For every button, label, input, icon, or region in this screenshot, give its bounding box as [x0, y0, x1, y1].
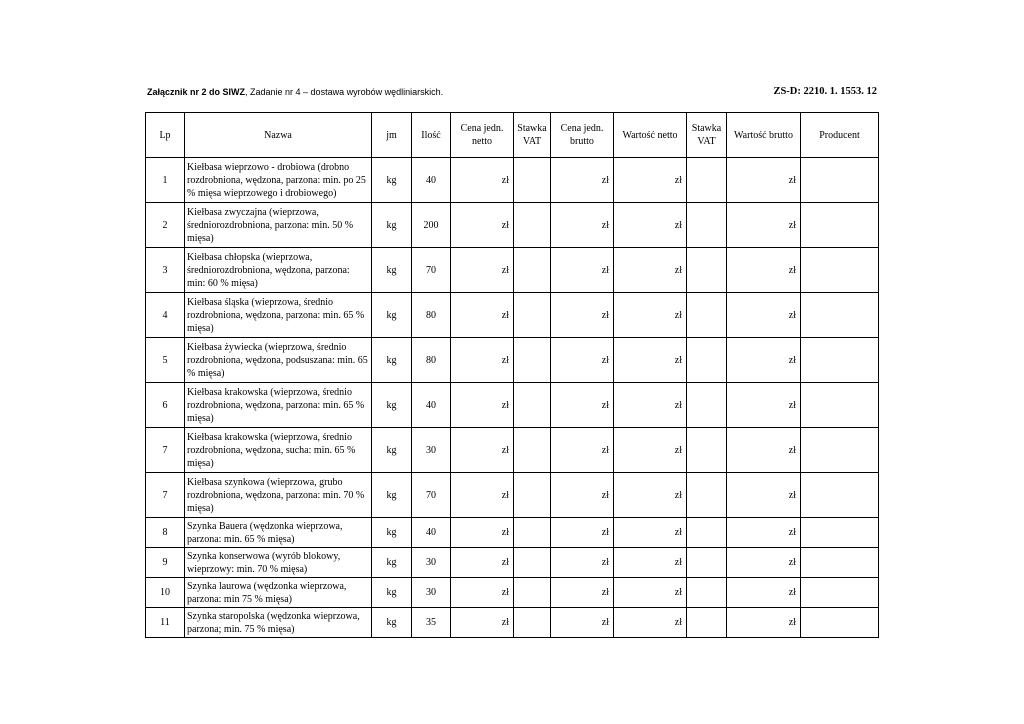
- table-row: [146, 383, 879, 428]
- cell-stawka-vat: [514, 293, 551, 338]
- cell-jm: kg: [372, 383, 412, 428]
- cell-jm: kg: [372, 518, 412, 548]
- cell-cena-brutto: zł: [551, 608, 614, 638]
- cell-stawka-vat: [514, 578, 551, 608]
- attachment-subject: , Zadanie nr 4 – dostawa wyrobów wędliniarskich.: [245, 87, 444, 97]
- cell-producent: [801, 383, 879, 428]
- cell-producent: [801, 428, 879, 473]
- cell-ilosc: 35: [412, 608, 451, 638]
- cell-stawka-vat-2: [687, 293, 727, 338]
- cell-jm: kg: [372, 548, 412, 578]
- cell-nazwa: Kiełbasa żywiecka (wieprzowa, średnio rozdrobniona, wędzona, podsuszana: min. 65 % mięsa): [185, 338, 372, 383]
- cell-producent: [801, 608, 879, 638]
- cell-ilosc: 40: [412, 383, 451, 428]
- cell-cena-netto: zł: [451, 293, 514, 338]
- cell-cena-netto: zł: [451, 248, 514, 293]
- table-row: [146, 473, 879, 518]
- cell-wartosc-netto: zł: [614, 578, 687, 608]
- cell-cena-netto: zł: [451, 473, 514, 518]
- cell-lp: 2: [146, 203, 185, 248]
- cell-nazwa: Kiełbasa krakowska (wieprzowa, średnio rozdrobniona, wędzona, parzona: min. 65 % mięsa): [185, 383, 372, 428]
- cell-ilosc: 70: [412, 248, 451, 293]
- cell-cena-brutto: zł: [551, 383, 614, 428]
- cell-wartosc-netto: zł: [614, 293, 687, 338]
- cell-ilosc: 40: [412, 158, 451, 203]
- cell-ilosc: 200: [412, 203, 451, 248]
- cell-ilosc: 40: [412, 518, 451, 548]
- cell-wartosc-brutto: zł: [727, 203, 801, 248]
- col-header-stawka-vat-2: Stawka VAT: [687, 113, 727, 158]
- cell-stawka-vat-2: [687, 578, 727, 608]
- cell-stawka-vat: [514, 608, 551, 638]
- cell-lp: 1: [146, 158, 185, 203]
- col-header-producent: Producent: [801, 113, 879, 158]
- cell-lp: 7: [146, 473, 185, 518]
- cell-wartosc-netto: zł: [614, 548, 687, 578]
- cell-stawka-vat: [514, 548, 551, 578]
- cell-nazwa: Kiełbasa krakowska (wieprzowa, średnio rozdrobniona, wędzona, sucha: min. 65 % mięsa): [185, 428, 372, 473]
- cell-ilosc: 80: [412, 293, 451, 338]
- cell-stawka-vat-2: [687, 248, 727, 293]
- cell-wartosc-netto: zł: [614, 428, 687, 473]
- col-header-nazwa: Nazwa: [185, 113, 372, 158]
- reference-number: ZS-D: 2210. 1. 1553. 12: [773, 86, 877, 97]
- cell-stawka-vat: [514, 518, 551, 548]
- cell-wartosc-netto: zł: [614, 608, 687, 638]
- cell-jm: kg: [372, 158, 412, 203]
- cell-producent: [801, 548, 879, 578]
- cell-jm: kg: [372, 293, 412, 338]
- cell-lp: 9: [146, 548, 185, 578]
- cell-stawka-vat: [514, 203, 551, 248]
- col-header-jm: jm: [372, 113, 412, 158]
- cell-jm: kg: [372, 203, 412, 248]
- table-row: [146, 203, 879, 248]
- cell-stawka-vat-2: [687, 608, 727, 638]
- cell-nazwa: Szynka Bauera (wędzonka wieprzowa, parzona: min. 65 % mięsa): [185, 518, 372, 548]
- attachment-number: Załącznik nr 2 do SIWZ: [147, 87, 246, 97]
- table-row: [146, 518, 879, 548]
- col-header-lp: Lp: [146, 113, 185, 158]
- table-row: [146, 428, 879, 473]
- cell-jm: kg: [372, 473, 412, 518]
- cell-ilosc: 70: [412, 473, 451, 518]
- cell-wartosc-netto: zł: [614, 338, 687, 383]
- cell-cena-brutto: zł: [551, 248, 614, 293]
- table-row: [146, 548, 879, 578]
- cell-wartosc-netto: zł: [614, 383, 687, 428]
- col-header-wartosc-netto: Wartość netto: [614, 113, 687, 158]
- cell-cena-brutto: zł: [551, 158, 614, 203]
- cell-wartosc-netto: zł: [614, 518, 687, 548]
- cell-stawka-vat-2: [687, 428, 727, 473]
- cell-jm: kg: [372, 428, 412, 473]
- cell-stawka-vat-2: [687, 383, 727, 428]
- cell-wartosc-brutto: zł: [727, 158, 801, 203]
- cell-producent: [801, 578, 879, 608]
- cell-ilosc: 80: [412, 338, 451, 383]
- cell-lp: 11: [146, 608, 185, 638]
- cell-lp: 7: [146, 428, 185, 473]
- cell-cena-netto: zł: [451, 428, 514, 473]
- cell-wartosc-brutto: zł: [727, 248, 801, 293]
- cell-stawka-vat: [514, 158, 551, 203]
- document-header: [147, 87, 877, 101]
- cell-lp: 10: [146, 578, 185, 608]
- col-header-cena-brutto: Cena jedn. brutto: [551, 113, 614, 158]
- cell-cena-netto: zł: [451, 158, 514, 203]
- cell-wartosc-netto: zł: [614, 158, 687, 203]
- cell-cena-netto: zł: [451, 548, 514, 578]
- cell-cena-brutto: zł: [551, 293, 614, 338]
- cell-ilosc: 30: [412, 548, 451, 578]
- cell-nazwa: Szynka staropolska (wędzonka wieprzowa, parzona; min. 75 % mięsa): [185, 608, 372, 638]
- cell-ilosc: 30: [412, 578, 451, 608]
- table-body: [146, 158, 879, 638]
- cell-stawka-vat-2: [687, 203, 727, 248]
- cell-jm: kg: [372, 338, 412, 383]
- col-header-cena-netto: Cena jedn. netto: [451, 113, 514, 158]
- cell-producent: [801, 293, 879, 338]
- cell-cena-netto: zł: [451, 518, 514, 548]
- cell-cena-brutto: zł: [551, 518, 614, 548]
- cell-stawka-vat-2: [687, 518, 727, 548]
- cell-cena-brutto: zł: [551, 578, 614, 608]
- cell-wartosc-brutto: zł: [727, 428, 801, 473]
- cell-nazwa: Kiełbasa śląska (wieprzowa, średnio rozdrobniona, wędzona, parzona: min. 65 % mięsa): [185, 293, 372, 338]
- table-row: [146, 248, 879, 293]
- cell-producent: [801, 338, 879, 383]
- cell-producent: [801, 248, 879, 293]
- cell-wartosc-brutto: zł: [727, 473, 801, 518]
- cell-stawka-vat: [514, 428, 551, 473]
- cell-wartosc-netto: zł: [614, 473, 687, 518]
- cell-wartosc-netto: zł: [614, 248, 687, 293]
- cell-stawka-vat-2: [687, 548, 727, 578]
- cell-lp: 3: [146, 248, 185, 293]
- cell-cena-brutto: zł: [551, 473, 614, 518]
- cell-producent: [801, 158, 879, 203]
- cell-wartosc-brutto: zł: [727, 548, 801, 578]
- cell-producent: [801, 473, 879, 518]
- cell-stawka-vat: [514, 248, 551, 293]
- cell-wartosc-brutto: zł: [727, 608, 801, 638]
- cell-nazwa: Kiełbasa szynkowa (wieprzowa, grubo rozdrobniona, wędzona, parzona: min. 70 % mięsa): [185, 473, 372, 518]
- cell-nazwa: Szynka konserwowa (wyrób blokowy, wieprzowy: min. 70 % mięsa): [185, 548, 372, 578]
- table-row: [146, 293, 879, 338]
- cell-lp: 4: [146, 293, 185, 338]
- cell-stawka-vat: [514, 473, 551, 518]
- cell-stawka-vat-2: [687, 338, 727, 383]
- cell-nazwa: Szynka laurowa (wędzonka wieprzowa, parzona: min 75 % mięsa): [185, 578, 372, 608]
- cell-cena-netto: zł: [451, 338, 514, 383]
- cell-stawka-vat: [514, 383, 551, 428]
- attachment-title: [147, 87, 443, 97]
- cell-jm: kg: [372, 608, 412, 638]
- cell-lp: 6: [146, 383, 185, 428]
- cell-producent: [801, 518, 879, 548]
- col-header-stawka-vat: Stawka VAT: [514, 113, 551, 158]
- cell-producent: [801, 203, 879, 248]
- cell-wartosc-brutto: zł: [727, 518, 801, 548]
- col-header-ilosc: Ilość: [412, 113, 451, 158]
- cell-cena-brutto: zł: [551, 338, 614, 383]
- cell-jm: kg: [372, 578, 412, 608]
- cell-cena-brutto: zł: [551, 203, 614, 248]
- table-row: [146, 608, 879, 638]
- table-row: [146, 338, 879, 383]
- cell-cena-brutto: zł: [551, 428, 614, 473]
- cell-jm: kg: [372, 248, 412, 293]
- table-row: [146, 158, 879, 203]
- cell-cena-netto: zł: [451, 608, 514, 638]
- cell-lp: 5: [146, 338, 185, 383]
- cell-wartosc-brutto: zł: [727, 293, 801, 338]
- cell-nazwa: Kiełbasa wieprzowo - drobiowa (drobno rozdrobniona, wędzona, parzona: min. po 25 % mięsa wieprzowego i drobiowego): [185, 158, 372, 203]
- cell-nazwa: Kiełbasa zwyczajna (wieprzowa, średniorozdrobniona, parzona: min. 50 % mięsa): [185, 203, 372, 248]
- cell-nazwa: Kiełbasa chłopska (wieprzowa, średniorozdrobniona, wędzona, parzona: min: 60 % mięsa): [185, 248, 372, 293]
- cell-lp: 8: [146, 518, 185, 548]
- cell-stawka-vat-2: [687, 473, 727, 518]
- cell-cena-netto: zł: [451, 203, 514, 248]
- cell-stawka-vat: [514, 338, 551, 383]
- cell-wartosc-netto: zł: [614, 203, 687, 248]
- table-header-row: [146, 113, 879, 158]
- cell-wartosc-brutto: zł: [727, 578, 801, 608]
- cell-cena-netto: zł: [451, 383, 514, 428]
- cell-wartosc-brutto: zł: [727, 383, 801, 428]
- cell-cena-netto: zł: [451, 578, 514, 608]
- cell-ilosc: 30: [412, 428, 451, 473]
- price-table: [145, 112, 879, 638]
- cell-wartosc-brutto: zł: [727, 338, 801, 383]
- col-header-wartosc-brutto: Wartość brutto: [727, 113, 801, 158]
- table-row: [146, 578, 879, 608]
- cell-cena-brutto: zł: [551, 548, 614, 578]
- cell-stawka-vat-2: [687, 158, 727, 203]
